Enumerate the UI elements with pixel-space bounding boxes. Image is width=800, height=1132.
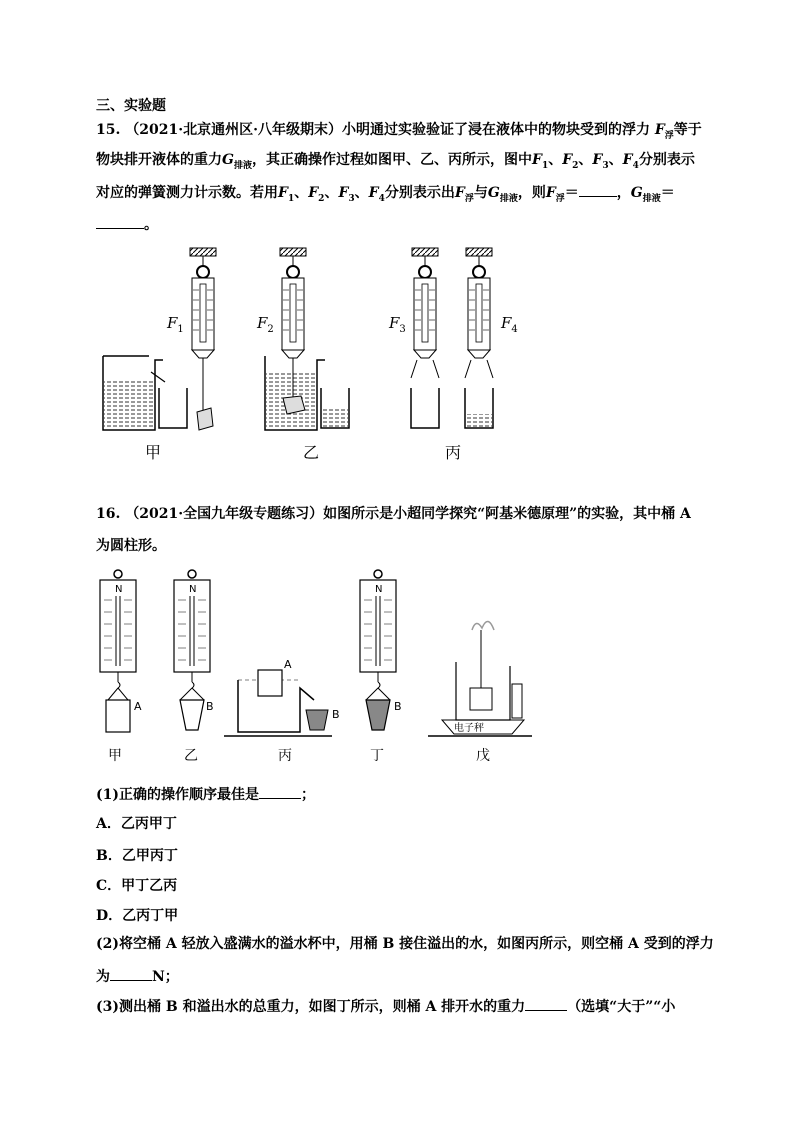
sep: 、 xyxy=(354,185,369,201)
var-f: F xyxy=(622,152,633,168)
label-electronic-scale: 电子秤 xyxy=(454,723,484,734)
var-f: F xyxy=(338,185,349,201)
sep: 、 xyxy=(324,185,339,201)
sub-pai: 排液 xyxy=(233,160,252,171)
q16-line-2: 为圆柱形。 xyxy=(96,538,166,554)
var-f: F xyxy=(654,122,665,138)
var-f: F xyxy=(545,185,556,201)
q16-text: N； xyxy=(152,969,179,985)
caption-ding: 丁 xyxy=(370,748,384,764)
label-a: A xyxy=(134,700,142,713)
sub-fu: 浮 xyxy=(464,193,474,204)
sub: 1 xyxy=(287,193,295,204)
fig16-jia xyxy=(100,570,142,732)
q15-line-1 xyxy=(96,120,702,146)
var-f: F xyxy=(368,185,379,201)
var-g: G xyxy=(630,185,643,201)
var-f: F xyxy=(454,185,465,201)
caption-jia: 甲 xyxy=(145,443,162,462)
fig15-bing xyxy=(411,248,493,428)
var-f: F xyxy=(308,185,319,201)
q15-text: ＝ xyxy=(660,185,675,201)
fig16-ding xyxy=(360,570,402,730)
label-f1: $F_1$ xyxy=(167,314,184,335)
answer-blank-f[interactable] xyxy=(579,182,617,197)
answer-blank-g[interactable] xyxy=(96,214,144,229)
section-title: 三、实验题 xyxy=(96,98,166,114)
q15-text: 物块排开液体的重力 xyxy=(96,152,222,168)
label-b: B xyxy=(206,700,214,713)
var-f: F xyxy=(278,185,288,201)
option-d[interactable]: D．乙丙丁甲 xyxy=(96,908,179,924)
caption-jia: 甲 xyxy=(108,748,122,764)
q15-source: （2021·北京通州区·八年级期末） xyxy=(125,122,342,138)
answer-blank-order[interactable] xyxy=(259,784,301,799)
q16-text: 为 xyxy=(96,969,110,985)
q15-text: 。 xyxy=(144,217,158,233)
q15-text: 与 xyxy=(473,185,488,201)
sub-fu: 浮 xyxy=(555,193,565,204)
sub: 3 xyxy=(348,193,355,204)
answer-blank-buoyancy[interactable] xyxy=(110,966,152,981)
var-f: F xyxy=(531,152,542,168)
q15-text: 等于 xyxy=(673,122,702,138)
q16-text: （选填“大于”“小 xyxy=(567,999,676,1015)
q15-number: 15. xyxy=(96,122,121,138)
q16-text: ； xyxy=(301,787,315,803)
q15-text: 分别表示 xyxy=(638,152,695,168)
q16-part1-text: (1)正确的操作顺序最佳是 xyxy=(96,787,259,803)
q16-figure: N A B A B B 电子秤 甲 乙 丙 丁 戊 xyxy=(92,570,532,770)
q16-part2-line1: (2)将空桶 A 轻放入盛满水的溢水杯中，用桶 B 接住溢出的水，如图丙所示，则空桶 A 受到的浮力 xyxy=(96,936,714,952)
var-g: G xyxy=(487,185,500,201)
sub-pai: 排液 xyxy=(642,193,661,204)
q15-figure xyxy=(95,248,535,468)
sub: 4 xyxy=(632,160,639,171)
caption-yi: 乙 xyxy=(184,748,198,764)
fig16-bing xyxy=(224,658,340,736)
sub-pai: 排液 xyxy=(499,193,518,204)
caption-yi: 乙 xyxy=(303,443,320,462)
q15-line-4 xyxy=(96,214,158,235)
fig16-yi xyxy=(174,570,214,730)
caption-bing: 丙 xyxy=(445,443,462,462)
label-f3: $F_3$ xyxy=(389,314,406,335)
caption-wu: 戊 xyxy=(476,748,490,764)
q16-text: (3)测出桶 B 和溢出水的总重力，如图丁所示，则桶 A 排开水的重力 xyxy=(96,999,526,1015)
label-b: B xyxy=(394,700,402,713)
label-f4: $F_4$ xyxy=(501,314,518,335)
sep: 、 xyxy=(608,152,623,168)
var-f: F xyxy=(592,152,603,168)
fig16-wu xyxy=(428,621,532,736)
sub: 3 xyxy=(602,160,609,171)
fig15-jia xyxy=(103,248,216,430)
label-b: B xyxy=(332,708,340,721)
q15-text: ， xyxy=(616,185,631,201)
q16-source: （2021·全国九年级专题练习） xyxy=(125,506,324,522)
sub: 2 xyxy=(318,193,325,204)
label-f2: $F_2$ xyxy=(257,314,274,335)
sub: 2 xyxy=(572,160,579,171)
option-a[interactable]: A．乙丙甲丁 xyxy=(96,816,177,832)
q16-part3 xyxy=(96,996,675,1017)
sep: 、 xyxy=(294,185,309,201)
answer-blank-compare[interactable] xyxy=(525,996,567,1011)
fig15-yi xyxy=(265,248,349,430)
label-a: A xyxy=(284,658,292,671)
q16-number: 16. xyxy=(96,506,121,522)
sub: 1 xyxy=(541,160,549,171)
q16-part2-line2 xyxy=(96,966,179,987)
var-f: F xyxy=(562,152,573,168)
q15-line-3 xyxy=(96,182,675,209)
sub: 4 xyxy=(378,193,385,204)
var-g: G xyxy=(222,152,234,168)
q15-text: ，则 xyxy=(517,185,546,201)
caption-bing: 丙 xyxy=(278,748,292,764)
q15-text: ，其正确操作过程如图甲、乙、丙所示，图中 xyxy=(251,152,532,168)
q15-text: 小明通过实验验证了浸在液体中的物块受到的浮力 xyxy=(341,122,650,138)
q16-text: 如图所示是小超同学探究“阿基米德原理”的实验，其中桶 A xyxy=(323,506,691,522)
option-b[interactable]: B．乙甲丙丁 xyxy=(96,848,178,864)
sep: 、 xyxy=(548,152,563,168)
q16-part1 xyxy=(96,784,315,805)
option-c[interactable]: C．甲丁乙丙 xyxy=(96,878,178,894)
q15-text: ＝ xyxy=(564,185,579,201)
sub-fu: 浮 xyxy=(664,130,674,141)
q15-text: 分别表示出 xyxy=(384,185,455,201)
q15-text: 对应的弹簧测力计示数。若用 xyxy=(96,185,278,201)
sep: 、 xyxy=(578,152,593,168)
q16-line-1 xyxy=(96,504,691,524)
q15-line-2 xyxy=(96,150,695,176)
